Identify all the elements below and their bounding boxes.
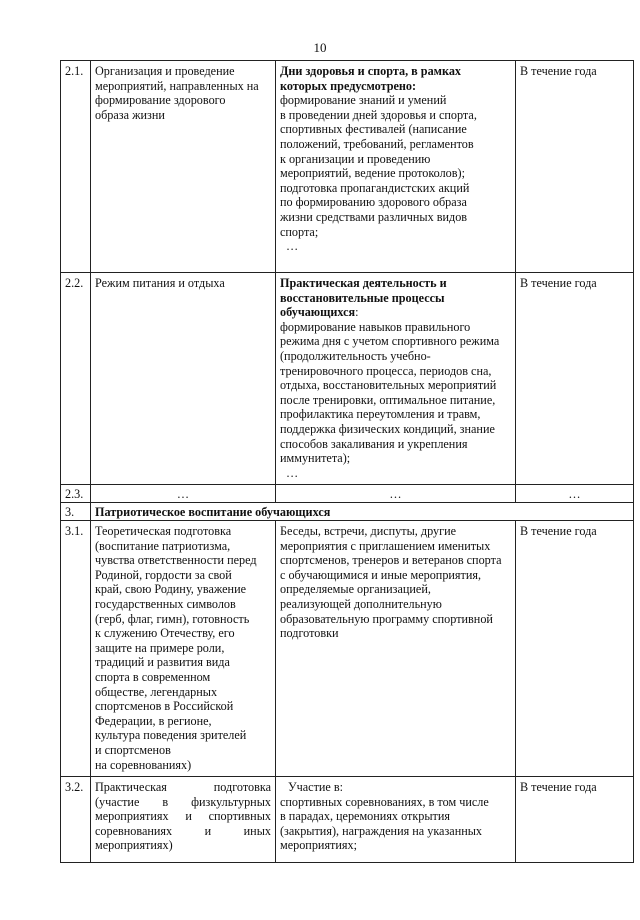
activity-content: … xyxy=(276,485,516,503)
row-number: 2.1. xyxy=(61,61,91,273)
table-row xyxy=(61,777,634,863)
content-ellipsis: … xyxy=(286,465,299,480)
activity-name: … xyxy=(91,485,276,503)
activity-content xyxy=(276,777,516,863)
content-title: Практическая деятельность и восстановительные процессы обучающихся xyxy=(280,276,447,320)
events-table xyxy=(60,60,634,863)
activity-content xyxy=(276,61,516,273)
row-number: 2.2. xyxy=(61,273,91,485)
content-ellipsis: … xyxy=(286,239,299,254)
section-number: 3. xyxy=(61,503,91,521)
activity-content: Беседы, встречи, диспуты, другие мероприятия с приглашением именитых спортсменов, тренеров и ветеранов спорта с обучающимися и иные мероприятия, определяемые организацией, реализующей дополнительную образовательную программу спортивной подготовки xyxy=(276,521,516,777)
row-number: 3.2. xyxy=(61,777,91,863)
content-body: спортивных соревнованиях, в том числе в парадах, церемониях открытия (закрытия), награждения на указанных мероприятиях; xyxy=(280,794,489,853)
activity-name: Теоретическая подготовка (воспитание патриотизма, чувства ответственности перед Родиной, гордости за свой край, свою Родину, уважение государственных символов (герб, флаг, гимн), готовность к служению Отечеству, его защите на примере роли, традиций и развития вида спорта в современном обществе, легендарных спортсменов в Российской Федерации, в регионе, культура поведения зрителей и спортсменов на соревнованиях) xyxy=(91,521,276,777)
table-row xyxy=(61,521,634,777)
activity-name: Практическая подготовка (участие в физкультурных мероприятиях и спортивных соревнованиях и иных мероприятиях) xyxy=(91,777,276,863)
row-number: 3.1. xyxy=(61,521,91,777)
content-intro: Участие в: xyxy=(288,780,344,794)
activity-term: В течение года xyxy=(516,61,634,273)
section-row xyxy=(61,503,634,521)
table-row xyxy=(61,61,634,273)
row-number: 2.3. xyxy=(61,485,91,503)
content-title: Дни здоровья и спорта, в рамках которых предусмотрено: xyxy=(280,64,462,93)
content-title-wrap xyxy=(280,276,511,320)
activity-term: В течение года xyxy=(516,777,634,863)
table-row xyxy=(61,485,634,503)
activity-term: В течение года xyxy=(516,521,634,777)
content-body: формирование навыков правильного режима дня с учетом спортивного режима (продолжительность учебно- тренировочного процесса, периодов сна, отдыха, восстановительных мероприятий после тренировки, оптимальное питание, профилактика переутомления и травм, поддержка физических кондиций, знание способов закаливания и укрепления иммунитета); xyxy=(280,319,500,466)
activity-content xyxy=(276,273,516,485)
activity-name: Режим питания и отдыха xyxy=(91,273,276,485)
activity-term: В течение года xyxy=(516,273,634,485)
table-row xyxy=(61,273,634,485)
activity-term: … xyxy=(516,485,634,503)
activity-name: Организация и проведение мероприятий, направленных на формирование здорового образа жизни xyxy=(91,61,276,273)
content-body: формирование знаний и умений в проведении дней здоровья и спорта, спортивных фестивалей (написание положений, требований, регламентов к организации и проведению мероприятий, ведение протоколов); подготовка пропагандистских акций по формированию здорового образа жизни средствами различных видов спорта; xyxy=(280,93,477,239)
page-number: 10 xyxy=(313,40,327,55)
content-title-tail: : xyxy=(355,305,359,320)
section-title: Патриотическое воспитание обучающихся xyxy=(91,503,634,521)
